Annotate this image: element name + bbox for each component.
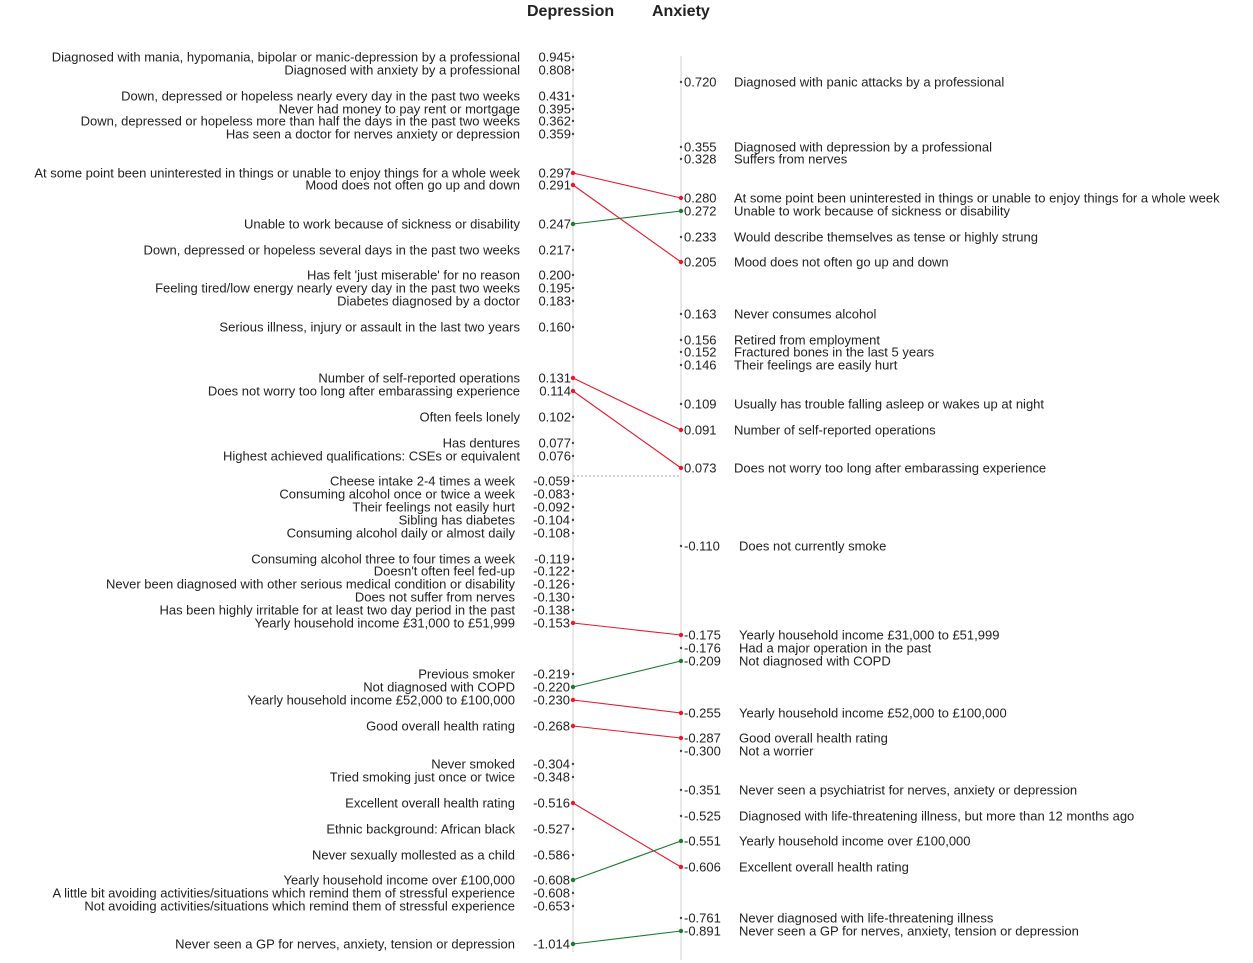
depression-item-value: 0.160 bbox=[538, 319, 571, 335]
anxiety-item-label: Not diagnosed with COPD bbox=[739, 653, 891, 669]
depression-point bbox=[571, 801, 575, 805]
depression-point bbox=[572, 609, 574, 611]
anxiety-item-value: 0.272 bbox=[684, 203, 717, 219]
connector-line bbox=[573, 931, 681, 944]
depression-point bbox=[571, 698, 575, 702]
depression-item-label: Excellent overall health rating bbox=[345, 795, 515, 811]
anxiety-item-value: 0.146 bbox=[684, 357, 717, 373]
depression-item-label: Has felt 'just miserable' for no reason bbox=[306, 267, 520, 283]
anxiety-point bbox=[680, 158, 682, 160]
anxiety-point bbox=[679, 711, 683, 715]
anxiety-item-value: -0.176 bbox=[684, 640, 721, 656]
anxiety-item-label: Never seen a GP for nerves, anxiety, tension or depression bbox=[739, 923, 1079, 939]
anxiety-item-label: Never consumes alcohol bbox=[734, 306, 877, 322]
connector-line bbox=[573, 185, 681, 262]
anxiety-item-label: Mood does not often go up and down bbox=[734, 254, 949, 270]
anxiety-point bbox=[679, 196, 683, 200]
depression-item-value: -0.516 bbox=[533, 795, 570, 811]
connector-line bbox=[573, 378, 681, 430]
anxiety-item-value: -0.606 bbox=[684, 859, 721, 875]
depression-item-value: -0.608 bbox=[533, 872, 570, 888]
depression-point bbox=[572, 442, 574, 444]
depression-item-label: Down, depressed or hopeless more than half the days in the past two weeks bbox=[80, 113, 520, 129]
anxiety-item-label: Fractured bones in the last 5 years bbox=[734, 344, 935, 360]
anxiety-item-label: Had a major operation in the past bbox=[739, 640, 932, 656]
connector-line bbox=[573, 841, 681, 880]
anxiety-item-label: Never diagnosed with life-threatening illness bbox=[739, 910, 994, 926]
depression-item-label: Feeling tired/low energy nearly every day in the past two weeks bbox=[155, 280, 520, 296]
depression-item-label: Never seen a GP for nerves, anxiety, tension or depression bbox=[175, 936, 515, 952]
anxiety-item-label: Never seen a psychiatrist for nerves, anxiety or depression bbox=[739, 782, 1078, 798]
depression-item-value: -0.586 bbox=[533, 847, 570, 863]
anxiety-item-value: 0.152 bbox=[684, 344, 717, 360]
depression-point bbox=[571, 878, 575, 882]
depression-item-value: 0.076 bbox=[538, 448, 571, 464]
depression-item-value: -0.122 bbox=[533, 563, 570, 579]
depression-point bbox=[571, 621, 575, 625]
anxiety-item-value: 0.156 bbox=[684, 332, 717, 348]
anxiety-item-value: 0.205 bbox=[684, 254, 717, 270]
depression-point bbox=[571, 171, 575, 175]
depression-item-label: A little bit avoiding activities/situations which remind them of stressful experience bbox=[52, 885, 515, 901]
anxiety-item-value: -0.255 bbox=[684, 705, 721, 721]
depression-item-value: -0.527 bbox=[533, 821, 570, 837]
anxiety-item-value: -0.351 bbox=[684, 782, 721, 798]
depression-item-value: -0.092 bbox=[533, 499, 570, 515]
depression-item-label: Down, depressed or hopeless several days in the past two weeks bbox=[143, 242, 520, 258]
depression-point bbox=[572, 493, 574, 495]
depression-point bbox=[572, 583, 574, 585]
anxiety-item-label: Retired from employment bbox=[734, 332, 880, 348]
depression-item-label: Never had money to pay rent or mortgage bbox=[278, 101, 520, 117]
anxiety-header: Anxiety bbox=[652, 3, 710, 20]
depression-item-label: Sibling has diabetes bbox=[398, 512, 515, 528]
anxiety-item-label: Diagnosed with panic attacks by a professional bbox=[734, 74, 1005, 90]
anxiety-item-value: -0.110 bbox=[684, 538, 720, 554]
depression-item-value: -0.608 bbox=[533, 885, 570, 901]
depression-item-label: Doesn't often feel fed-up bbox=[373, 563, 515, 579]
anxiety-point bbox=[680, 917, 682, 919]
depression-item-label: Their feelings not easily hurt bbox=[352, 499, 515, 515]
depression-item-label: Has been highly irritable for at least two day period in the past bbox=[159, 602, 515, 618]
anxiety-point bbox=[680, 313, 682, 315]
depression-point bbox=[572, 95, 574, 97]
depression-item-value: 0.395 bbox=[538, 101, 571, 117]
depression-item-label: Consuming alcohol daily or almost daily bbox=[286, 525, 515, 541]
connector-line bbox=[573, 700, 681, 713]
anxiety-point bbox=[679, 209, 683, 213]
depression-point bbox=[572, 854, 574, 856]
anxiety-point bbox=[680, 339, 682, 341]
depression-header: Depression bbox=[527, 3, 615, 20]
connector-line bbox=[573, 173, 681, 198]
depression-item-value: -0.104 bbox=[533, 512, 570, 528]
depression-item-label: Unable to work because of sickness or disability bbox=[243, 216, 520, 232]
depression-point bbox=[571, 183, 575, 187]
anxiety-point bbox=[679, 260, 683, 264]
depression-item-label: Not avoiding activities/situations which remind them of stressful experience bbox=[84, 898, 515, 914]
depression-point bbox=[572, 828, 574, 830]
depression-point bbox=[572, 249, 574, 251]
depression-item-value: 0.102 bbox=[538, 409, 571, 425]
depression-item-label: Good overall health rating bbox=[366, 718, 515, 734]
depression-point bbox=[572, 480, 574, 482]
depression-item-label: Has seen a doctor for nerves anxiety or depression bbox=[225, 126, 520, 142]
anxiety-item-value: -0.175 bbox=[684, 627, 721, 643]
depression-item-label: Previous smoker bbox=[418, 666, 515, 682]
anxiety-point bbox=[679, 466, 683, 470]
depression-item-value: -0.153 bbox=[533, 615, 570, 631]
anxiety-point bbox=[680, 647, 682, 649]
anxiety-item-value: -0.551 bbox=[684, 833, 721, 849]
depression-point bbox=[572, 287, 574, 289]
anxiety-item-label: Does not currently smoke bbox=[739, 538, 887, 554]
depression-item-value: -0.348 bbox=[533, 769, 570, 785]
depression-item-label: Does not suffer from nerves bbox=[354, 589, 515, 605]
anxiety-item-value: 0.233 bbox=[684, 229, 717, 245]
anxiety-item-label: Yearly household income £31,000 to £51,999 bbox=[739, 627, 1000, 643]
depression-point bbox=[571, 724, 575, 728]
depression-item-label: Cheese intake 2-4 times a week bbox=[330, 473, 515, 489]
depression-item-label: Never smoked bbox=[431, 756, 515, 772]
anxiety-item-value: -0.761 bbox=[684, 910, 721, 926]
anxiety-item-value: -0.209 bbox=[684, 653, 721, 669]
anxiety-item-value: 0.109 bbox=[684, 396, 717, 412]
anxiety-item-label: Number of self-reported operations bbox=[734, 422, 936, 438]
anxiety-item-label: Excellent overall health rating bbox=[739, 859, 909, 875]
depression-item-value: -0.119 bbox=[534, 551, 570, 567]
anxiety-point bbox=[679, 736, 683, 740]
depression-point bbox=[572, 558, 574, 560]
depression-item-label: Tried smoking just once or twice bbox=[329, 769, 515, 785]
depression-point bbox=[572, 532, 574, 534]
depression-point bbox=[572, 596, 574, 598]
depression-item-label: Number of self-reported operations bbox=[318, 370, 520, 386]
anxiety-point bbox=[680, 364, 682, 366]
anxiety-item-label: Suffers from nerves bbox=[734, 151, 848, 167]
depression-item-value: 0.362 bbox=[538, 113, 571, 129]
depression-item-value: 0.183 bbox=[538, 293, 571, 309]
depression-point bbox=[572, 56, 574, 58]
anxiety-point bbox=[680, 146, 682, 148]
connector-line bbox=[573, 661, 681, 687]
anxiety-point bbox=[680, 789, 682, 791]
depression-item-value: 0.808 bbox=[538, 62, 571, 78]
depression-item-value: -0.138 bbox=[533, 602, 570, 618]
depression-point bbox=[572, 519, 574, 521]
anxiety-item-value: -0.300 bbox=[684, 743, 721, 759]
depression-item-value: 0.359 bbox=[538, 126, 571, 142]
anxiety-item-label: Good overall health rating bbox=[739, 730, 888, 746]
depression-item-label: Yearly household income £52,000 to £100,000 bbox=[247, 692, 515, 708]
depression-point bbox=[571, 389, 575, 393]
depression-point bbox=[572, 108, 574, 110]
depression-item-value: -0.230 bbox=[533, 692, 570, 708]
depression-item-value: -0.220 bbox=[533, 679, 570, 695]
anxiety-item-value: 0.163 bbox=[684, 306, 717, 322]
anxiety-item-value: 0.280 bbox=[684, 190, 717, 206]
depression-point bbox=[572, 905, 574, 907]
connector-line bbox=[573, 211, 681, 224]
anxiety-item-label: Yearly household income £52,000 to £100,000 bbox=[739, 705, 1007, 721]
connector-line bbox=[573, 803, 681, 867]
depression-point bbox=[572, 673, 574, 675]
anxiety-item-label: Would describe themselves as tense or highly strung bbox=[734, 229, 1038, 245]
depression-item-label: Mood does not often go up and down bbox=[305, 177, 520, 193]
depression-item-label: Diabetes diagnosed by a doctor bbox=[337, 293, 520, 309]
depression-point bbox=[572, 133, 574, 135]
depression-item-label: Never been diagnosed with other serious medical condition or disability bbox=[105, 576, 515, 592]
anxiety-item-value: 0.720 bbox=[684, 74, 717, 90]
depression-point bbox=[572, 892, 574, 894]
depression-item-label: Yearly household income over £100,000 bbox=[283, 872, 515, 888]
depression-point bbox=[572, 120, 574, 122]
anxiety-point bbox=[680, 236, 682, 238]
anxiety-item-value: 0.091 bbox=[684, 422, 717, 438]
depression-item-value: 0.945 bbox=[538, 49, 571, 65]
depression-item-value: 0.077 bbox=[538, 435, 571, 451]
depression-item-value: 0.131 bbox=[538, 370, 571, 386]
anxiety-item-label: Yearly household income over £100,000 bbox=[739, 833, 971, 849]
depression-item-label: Does not worry too long after embarassing experience bbox=[207, 383, 520, 399]
anxiety-item-label: Their feelings are easily hurt bbox=[734, 357, 898, 373]
depression-item-value: 0.297 bbox=[538, 165, 571, 181]
anxiety-point bbox=[680, 545, 682, 547]
connector-line bbox=[573, 623, 681, 635]
anxiety-point bbox=[680, 750, 682, 752]
depression-point bbox=[571, 222, 575, 226]
depression-item-label: Yearly household income £31,000 to £51,999 bbox=[254, 615, 515, 631]
depression-item-label: Never sexually mollested as a child bbox=[311, 847, 515, 863]
depression-item-value: -0.059 bbox=[533, 473, 570, 489]
connector-line bbox=[573, 391, 681, 468]
anxiety-item-value: 0.355 bbox=[684, 139, 717, 155]
depression-item-value: -0.219 bbox=[533, 666, 570, 682]
depression-item-value: -0.130 bbox=[533, 589, 570, 605]
depression-point bbox=[572, 416, 574, 418]
depression-item-value: -0.126 bbox=[533, 576, 570, 592]
anxiety-item-label: At some point been uninterested in things or unable to enjoy things for a whole week bbox=[734, 190, 1220, 206]
anxiety-item-value: 0.073 bbox=[684, 460, 717, 476]
depression-point bbox=[572, 570, 574, 572]
anxiety-point bbox=[680, 81, 682, 83]
depression-point bbox=[572, 274, 574, 276]
depression-point bbox=[571, 942, 575, 946]
anxiety-point bbox=[679, 865, 683, 869]
depression-item-label: Consuming alcohol three to four times a week bbox=[251, 551, 515, 567]
anxiety-point bbox=[679, 428, 683, 432]
depression-point bbox=[572, 326, 574, 328]
anxiety-point bbox=[679, 839, 683, 843]
anxiety-item-value: -0.891 bbox=[684, 923, 721, 939]
anxiety-point bbox=[679, 633, 683, 637]
anxiety-item-label: Diagnosed with depression by a professional bbox=[734, 139, 992, 155]
depression-item-label: Has dentures bbox=[442, 435, 520, 451]
depression-item-value: 0.217 bbox=[538, 242, 571, 258]
anxiety-item-label: Usually has trouble falling asleep or wakes up at night bbox=[734, 396, 1045, 412]
depression-item-value: 0.291 bbox=[538, 177, 571, 193]
depression-item-value: -0.108 bbox=[533, 525, 570, 541]
anxiety-item-label: Not a worrier bbox=[739, 743, 814, 759]
depression-item-value: -0.304 bbox=[533, 756, 570, 772]
depression-item-label: Diagnosed with anxiety by a professional bbox=[284, 62, 520, 78]
depression-point bbox=[571, 376, 575, 380]
anxiety-point bbox=[679, 929, 683, 933]
depression-item-label: Often feels lonely bbox=[419, 409, 520, 425]
depression-item-value: -0.268 bbox=[533, 718, 570, 734]
depression-item-value: -0.653 bbox=[533, 898, 570, 914]
connector-line bbox=[573, 726, 681, 738]
depression-point bbox=[572, 776, 574, 778]
depression-item-value: 0.114 bbox=[539, 383, 571, 399]
depression-item-label: Diagnosed with mania, hypomania, bipolar or manic-depression by a professional bbox=[51, 49, 520, 65]
depression-point bbox=[572, 69, 574, 71]
depression-item-label: At some point been uninterested in things or unable to enjoy things for a whole week bbox=[34, 165, 520, 181]
depression-point bbox=[572, 300, 574, 302]
depression-item-value: -1.014 bbox=[533, 936, 570, 952]
anxiety-item-value: 0.328 bbox=[684, 151, 717, 167]
depression-point bbox=[571, 685, 575, 689]
anxiety-point bbox=[680, 351, 682, 353]
depression-item-value: -0.083 bbox=[533, 486, 570, 502]
anxiety-item-label: Does not worry too long after embarassing experience bbox=[734, 460, 1047, 476]
anxiety-item-label: Unable to work because of sickness or disability bbox=[734, 203, 1011, 219]
depression-point bbox=[572, 455, 574, 457]
anxiety-point bbox=[680, 403, 682, 405]
depression-item-label: Consuming alcohol once or twice a week bbox=[279, 486, 515, 502]
depression-item-label: Highest achieved qualifications: CSEs or equivalent bbox=[222, 448, 520, 464]
depression-item-label: Serious illness, injury or assault in the last two years bbox=[219, 319, 520, 335]
depression-point bbox=[572, 506, 574, 508]
depression-item-value: 0.200 bbox=[538, 267, 571, 283]
depression-item-label: Ethnic background: African black bbox=[326, 821, 515, 837]
depression-item-value: 0.247 bbox=[538, 216, 571, 232]
anxiety-point bbox=[680, 815, 682, 817]
anxiety-point bbox=[679, 659, 683, 663]
anxiety-item-value: -0.287 bbox=[684, 730, 721, 746]
depression-point bbox=[572, 763, 574, 765]
anxiety-item-value: -0.525 bbox=[684, 808, 721, 824]
depression-item-label: Down, depressed or hopeless nearly every day in the past two weeks bbox=[121, 88, 520, 104]
depression-item-label: Not diagnosed with COPD bbox=[363, 679, 515, 695]
depression-item-value: 0.195 bbox=[538, 280, 571, 296]
depression-item-value: 0.431 bbox=[538, 88, 571, 104]
anxiety-item-label: Diagnosed with life-threatening illness, but more than 12 months ago bbox=[739, 808, 1135, 824]
